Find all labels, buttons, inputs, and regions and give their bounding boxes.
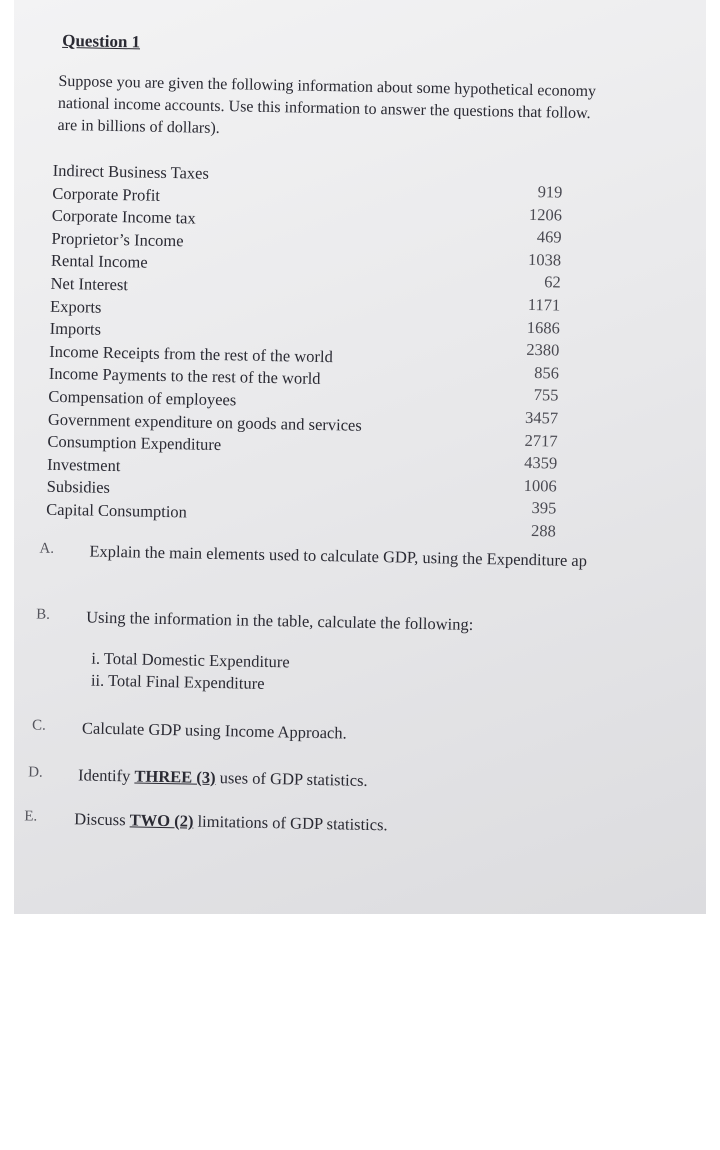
intro-line: national income accounts. Use this information to answer the questions that follow. bbox=[57, 94, 591, 123]
row-label: Compensation of employees bbox=[48, 386, 237, 410]
row-label: Government expenditure on goods and services bbox=[47, 409, 362, 435]
row-label: Consumption Expenditure bbox=[47, 431, 222, 455]
row-label: Corporate Income tax bbox=[51, 205, 196, 228]
row-label: Corporate Profit bbox=[52, 183, 161, 205]
sub-item: ii. Total Final Expenditure bbox=[90, 670, 265, 693]
question-text: Using the information in the table, calculate the following: bbox=[85, 607, 474, 634]
emphasis-count: THREE (3) bbox=[134, 766, 216, 788]
row-label: Exports bbox=[49, 296, 102, 317]
row-label: Proprietor’s Income bbox=[51, 228, 184, 251]
row-value: 1686 bbox=[526, 317, 560, 338]
row-value: 62 bbox=[543, 272, 561, 292]
question-text bbox=[78, 765, 368, 791]
exam-sheet bbox=[14, 0, 706, 914]
row-label: Capital Consumption bbox=[46, 499, 188, 522]
question-text-start: Discuss bbox=[74, 809, 130, 830]
question-letter: E. bbox=[24, 808, 38, 825]
row-label: Net Interest bbox=[50, 273, 129, 295]
row-value: 288 bbox=[530, 520, 557, 541]
row-value: 469 bbox=[536, 227, 562, 247]
question-text-start: Identify bbox=[77, 765, 135, 786]
question-heading: Question 1 bbox=[62, 30, 141, 52]
question-letter: A. bbox=[39, 540, 55, 557]
question-text: Calculate GDP using Income Approach. bbox=[81, 718, 347, 743]
question-b-subitems bbox=[91, 648, 290, 696]
row-value: 1206 bbox=[528, 204, 563, 225]
emphasis-count: TWO (2) bbox=[129, 810, 194, 831]
question-text: Explain the main elements used to calculate GDP, using the Expenditure ap bbox=[89, 541, 588, 571]
row-value: 1038 bbox=[527, 249, 562, 270]
question-text-end: limitations of GDP statistics. bbox=[193, 811, 388, 835]
row-value: 4359 bbox=[524, 453, 558, 473]
row-value: 919 bbox=[537, 182, 563, 202]
row-label: Income Payments to the rest of the world bbox=[48, 364, 321, 389]
row-label: Imports bbox=[49, 318, 102, 339]
intro-line: Suppose you are given the following information about some hypothetical economy bbox=[58, 72, 597, 101]
row-value: 2380 bbox=[526, 340, 560, 360]
row-label: Subsidies bbox=[46, 477, 111, 498]
sub-item: i. Total Domestic Expenditure bbox=[91, 648, 290, 672]
question-text bbox=[74, 809, 388, 835]
question-letter: C. bbox=[31, 717, 46, 734]
row-label: Indirect Business Taxes bbox=[52, 160, 210, 183]
question-letter: D. bbox=[28, 764, 43, 781]
row-value: 395 bbox=[531, 498, 557, 518]
question-text-end: uses of GDP statistics. bbox=[215, 768, 368, 790]
row-value: 3457 bbox=[524, 407, 559, 428]
row-value: 856 bbox=[534, 362, 560, 383]
row-label: Investment bbox=[46, 454, 121, 475]
row-value: 1006 bbox=[523, 475, 557, 496]
intro-paragraph bbox=[57, 71, 706, 150]
income-accounts-table bbox=[46, 160, 573, 541]
row-label: Rental Income bbox=[50, 251, 148, 272]
row-value: 755 bbox=[533, 385, 559, 405]
row-label: Income Receipts from the rest of the world bbox=[49, 341, 334, 366]
question-letter: B. bbox=[36, 606, 51, 623]
photo-of-exam-paper bbox=[14, 0, 706, 914]
row-value: 1171 bbox=[527, 294, 561, 315]
row-value: 2717 bbox=[524, 430, 558, 451]
intro-line: are in billions of dollars). bbox=[57, 116, 220, 137]
